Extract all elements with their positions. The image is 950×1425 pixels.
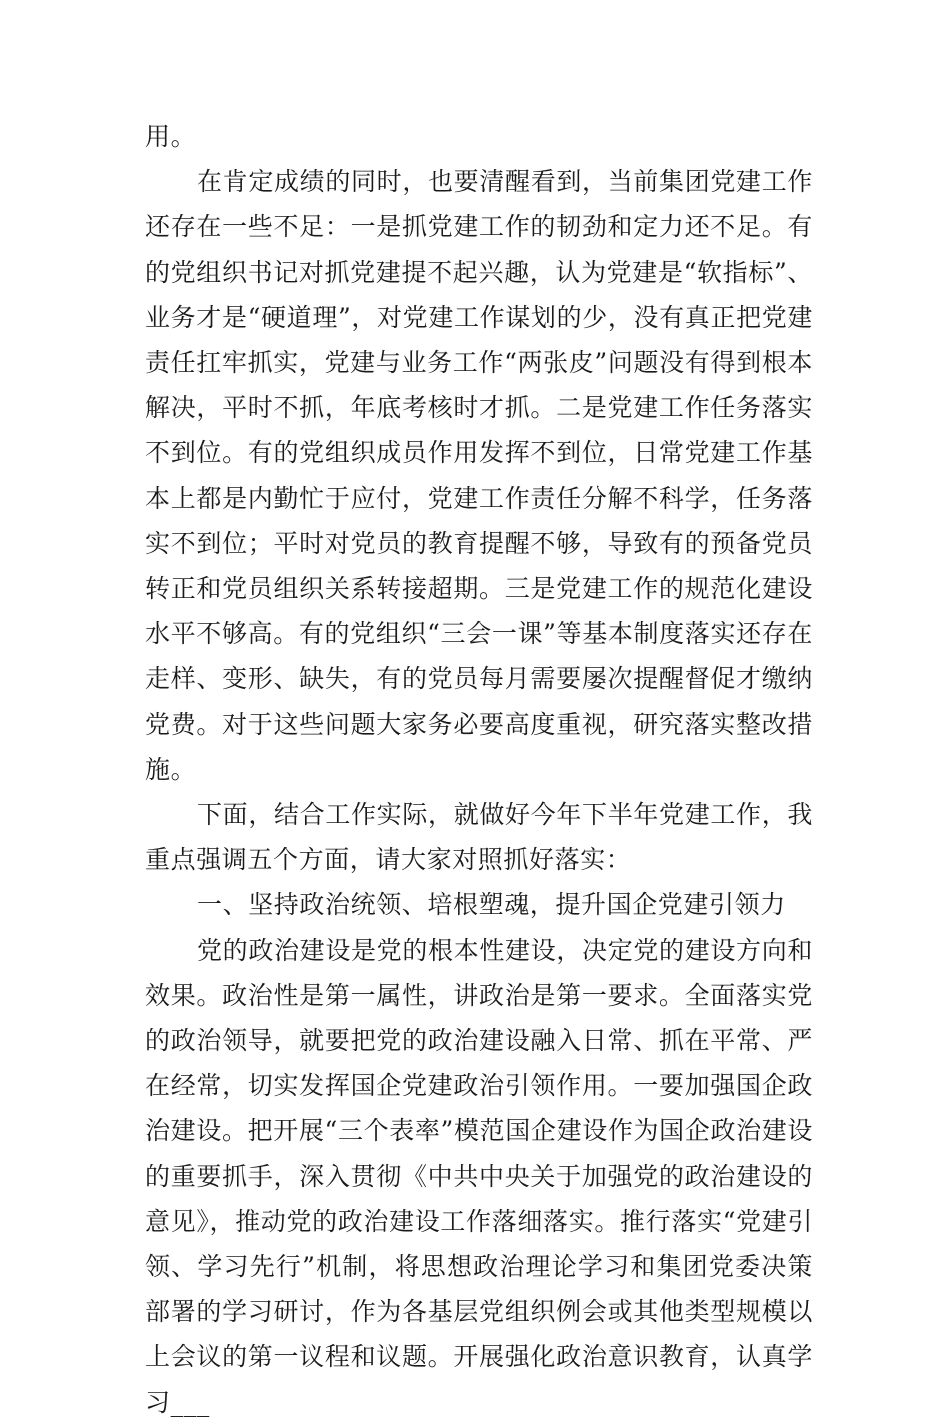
paragraph-political-building: 党的政治建设是党的根本性建设，决定党的建设方向和效果。政治性是第一属性，讲政治是第一要求。全面落实党的政治领导，就要把党的政治建设融入日常、抓在平常、严在经常，切实发挥国企党建政治引领作用。一要加强国企政治建设。把开展“三个表率”模范国企建设作为国企政治建设的重要抓手，深入贯彻《中共中央关于加强党的政治建设的意见》，推动党的政治建设工作落细落实。推行落实“党建引领、学习先行”机制，将思想政治理论学习和集团党委决策部署的学习研讨，作为各基层党组织例会或其他类型规模以上会议的第一议程和议题。开展强化政治意识教育，认真学习___ [145, 935, 813, 1417]
document-body [145, 114, 813, 1425]
section-heading-one: 一、坚持政治统领、培根塑魂，提升国企党建引领力 [197, 890, 786, 920]
paragraph-continuation: 用。 [145, 122, 197, 151]
paragraph-shortcomings: 在肯定成绩的同时，也要清醒看到，当前集团党建工作还存在一些不足：一是抓党建工作的韧劲和定力还不足。有的党组织书记对抓党建提不起兴趣，认为党建是“软指标”、业务才是“硬道理”，对党建工作谋划的少，没有真正把党建责任扛牢抓实，党建与业务工作“两张皮”问题没有得到根本解决，平时不抓，年底考核时才抓。二是党建工作任务落实不到位。有的党组织成员作用发挥不到位，日常党建工作基本上都是内勤忙于应付，党建工作责任分解不科学，任务落实不到位；平时对党员的教育提醒不够，导致有的预备党员转正和党员组织关系转接超期。三是党建工作的规范化建设水平不够高。有的党组织“三会一课”等基本制度落实还存在走样、变形、缺失，有的党员每月需要屡次提醒督促才缴纳党费。对于这些问题大家务必要高度重视，研究落实整改措施。 [145, 167, 813, 784]
paragraph-intro: 下面，结合工作实际，就做好今年下半年党建工作，我重点强调五个方面，请大家对照抓好落实： [145, 800, 813, 875]
